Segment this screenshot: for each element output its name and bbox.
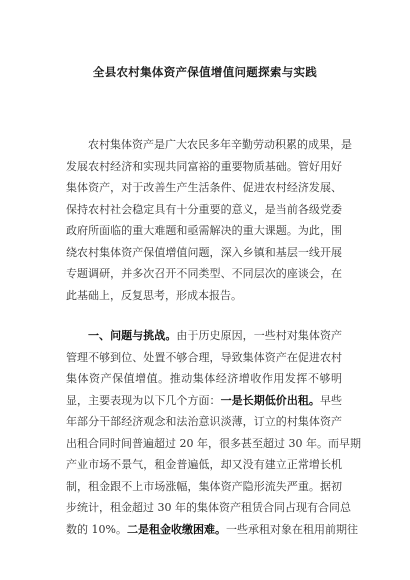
section-problems-paragraph [66, 325, 361, 540]
paragraph-text: 一些承租对象在租用前期往 [225, 522, 358, 536]
paragraph-text: 早些 [319, 393, 343, 407]
paragraph-line: 产业市场不景气，租金普遍低，却又没有建立正常增长机 [66, 458, 342, 471]
paragraph-text: 数的 10%。 [66, 522, 127, 536]
paragraph-line: 集体资产保值增值。推动集体经济增收作用发挥不够明 [66, 372, 342, 385]
paragraph-line [66, 390, 342, 412]
paragraph-line: 保持农村社会稳定具有十分重要的意义，是当前各级党委 [66, 202, 342, 216]
paragraph-line: 专题调研，并多次召开不同类型、不同层次的座谈会，在 [66, 267, 342, 280]
paragraph-text: 显，主要表现为以下几个方面： [66, 393, 221, 407]
paragraph-line: 制，租金跟不上市场涨幅，集体资产隐形流失严重。据初 [66, 479, 342, 493]
paragraph-line: 此基础上，反复思考，形成本报告。 [66, 288, 242, 302]
paragraph-line: 集体资产，对于改善生产生活条件、促进农村经济发展、 [66, 181, 342, 194]
paragraph-line: 年部分干部经济观念和法治意识淡薄，订立的村集体资产 [66, 415, 342, 428]
paragraph-line: 绕农村集体资产保值增值问题，深入乡镇和基层一线开展 [66, 245, 342, 259]
section-heading: 一、问题与挑战。 [88, 329, 177, 342]
paragraph-line: 管理不够到位、处置不够合理，导致集体资产在促进农村 [66, 350, 342, 364]
paragraph-line: 政府所面临的重大难题和亟需解决的重大课题。为此，围 [66, 224, 342, 237]
paragraph-line: 发展农村经济和实现共同富裕的重要物质基础。管好用好 [66, 159, 342, 173]
paragraph-text: 由于历史原因，一些村对集体资产 [176, 329, 343, 342]
paragraph-line [66, 519, 358, 541]
point-heading-2: 二是租金收缴困难。 [126, 522, 226, 536]
paragraph-line [66, 325, 342, 347]
intro-paragraph [66, 134, 352, 306]
point-heading-1: 一是长期低价出租。 [220, 393, 320, 407]
paragraph-line: 出租合同时间普遍超过 20 年，很多甚至超过 30 年。而早期 [66, 436, 361, 450]
paragraph-line: 农村集体资产是广大农民多年辛勤劳动积累的成果，是 [88, 138, 352, 151]
document-title: 全县农村集体资产保值增值问题探索与实践 [92, 65, 318, 79]
paragraph-line: 步统计，租金超过 30 年的集体资产租赁合同占现有合同总 [66, 501, 351, 514]
